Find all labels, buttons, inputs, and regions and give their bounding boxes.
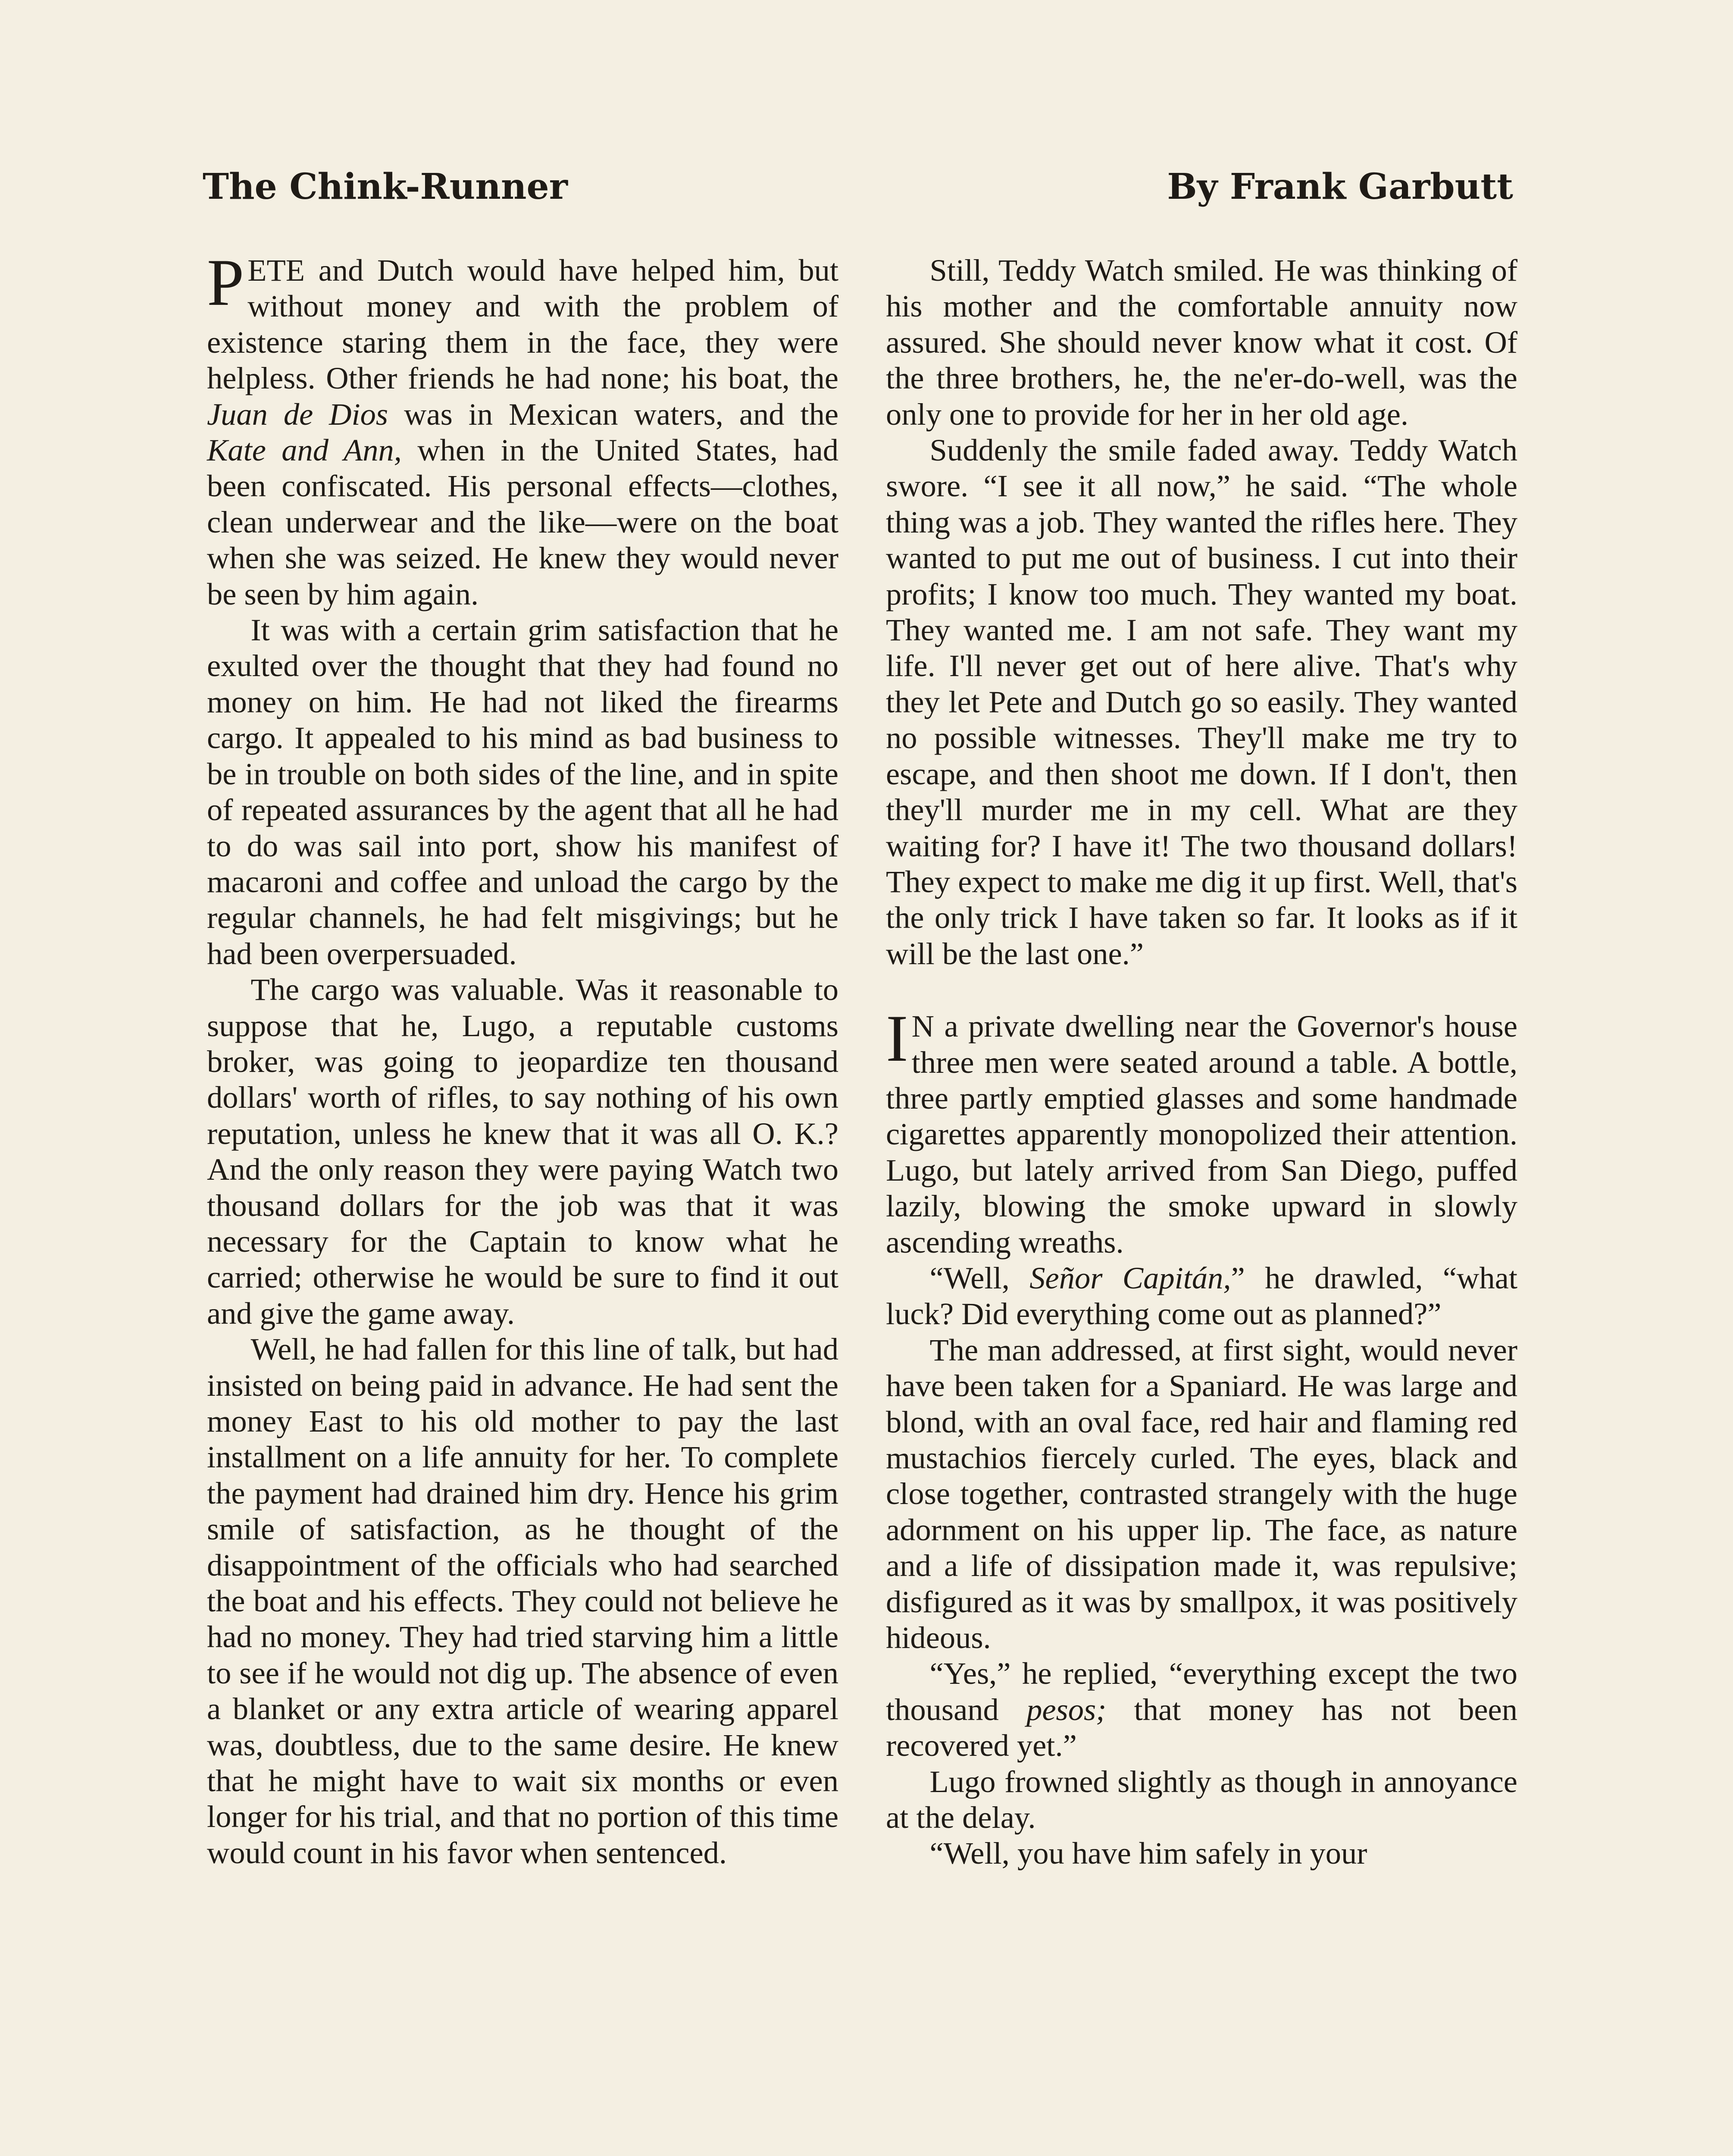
paragraph: PETE and Dutch would have helped him, but without money and with the problem of existence staring them in the face, they were helpless. Other friends he had none; his boat, the Juan de Dios was in Mexican waters, and the Kate and Ann, when in the United States, had been confiscated. His personal effects—clothes, clean underwear and the like—were on the boat when she was seized. He knew they would never be seen by him again.	[207, 245, 839, 611]
left-column	[207, 245, 839, 2156]
paragraph: Lugo frowned slightly as though in annoyance at the delay.	[886, 1764, 1517, 1835]
paragraph: It was with a certain grim satisfaction that he exulted over the thought that they had found no money on him. He had not liked the firearms cargo. It appealed to his mind as bad business to be in trouble on both sides of the line, and in spite of repeated assurances by the agent that all he had to do was sail into port, show his manifest of macaroni and coffee and unload the cargo by the regular channels, he had felt misgivings; but he had been overpersuaded.	[207, 612, 838, 971]
boat-name: Juan de Dios	[207, 396, 388, 432]
story-title: The Chink-Runner	[203, 166, 568, 207]
boat-name: Kate and Ann,	[207, 432, 402, 468]
section-paragraph: I N a private dwelling near the Governor's house three men were seated around a table. A bottle, three partly emptied glasses and some handmade cigarettes apparently monopolized their attention. Lugo, but lately arrived from San Diego, puffed lazily, blowing the smoke upward in slowly ascending wreaths.	[886, 1001, 1517, 1260]
paragraph: Suddenly the smile faded away. Teddy Watch swore. “I see it all now,” he said. “The whole thing was a job. They wanted the rifles here. They wanted to put me out of business. I cut into their profits; I know too much. They wanted my boat. They wanted me. I am not safe. They want my life. I'll never get out of here alive. That's why they let Pete and Dutch go so easily. They wanted no possible witnesses. They'll make me try to escape, and then shoot me down. If I don't, then they'll murder me in my cell. What are they waiting for? I have it! The two thousand dollars! They expect to make me dig it up first. Well, that's the only trick I have taken so far. It looks as if it will be the last one.”	[886, 432, 1517, 971]
paragraph: Well, he had fallen for this line of talk, but had insisted on being paid in advance. He had sent the money East to his old mother to pay the last installment on a life annuity for her. To complete the payment had drained him dry. Hence his grim smile of satisfaction, as he thought of the disappointment of the officials who had searched the boat and his effects. They could not believe he had no money. They had tried starving him a little to see if he would not dig up. The absence of even a blanket or any extra article of wearing apparel was, doubtless, due to the same desire. He knew that he might have to wait six months or even longer for his trial, and that no portion of this time would count in his favor when sentenced.	[207, 1332, 838, 1870]
drop-cap: I	[886, 1001, 908, 1076]
paragraph: “Well, Señor Capitán,” he drawled, “what luck? Did everything come out as planned?”	[886, 1260, 1517, 1332]
paragraph: Still, Teddy Watch smiled. He was thinking of his mother and the comfortable annuity now assured. She should never know what it cost. Of the three brothers, he, the ne'er-do-well, was the only one to provide for her in her old age.	[886, 253, 1517, 432]
paragraph: “Well, you have him safely in your	[929, 1836, 1367, 1871]
paragraph: “Yes,” he replied, “everything except the two thousand pesos; that money has not been recovered yet.”	[886, 1656, 1517, 1763]
author-byline: By Frank Garbutt	[1167, 166, 1513, 207]
text-columns	[207, 245, 1517, 2156]
paragraph: The man addressed, at first sight, would never have been taken for a Spaniard. He was large and blond, with an oval face, red hair and flaming red mustachios fiercely curled. The eyes, black and close together, contrasted strangely with the huge adornment on his upper lip. The face, as nature and a life of dissipation made it, was repulsive; disfigured as it was by smallpox, it was positively hideous.	[886, 1332, 1517, 1655]
drop-cap: P	[207, 245, 244, 320]
right-column	[886, 252, 1517, 2156]
running-header	[203, 166, 1513, 207]
paragraph: The cargo was valuable. Was it reasonable to suppose that he, Lugo, a reputable customs broker, was going to jeopardize ten thousand dollars' worth of rifles, to say nothing of his own reputation, unless he knew that it was all O. K.? And the only reason they were paying Watch two thousand dollars for the job was that it was necessary for the Captain to know what he carried; otherwise he would be sure to find it out and give the game away.	[207, 972, 838, 1331]
